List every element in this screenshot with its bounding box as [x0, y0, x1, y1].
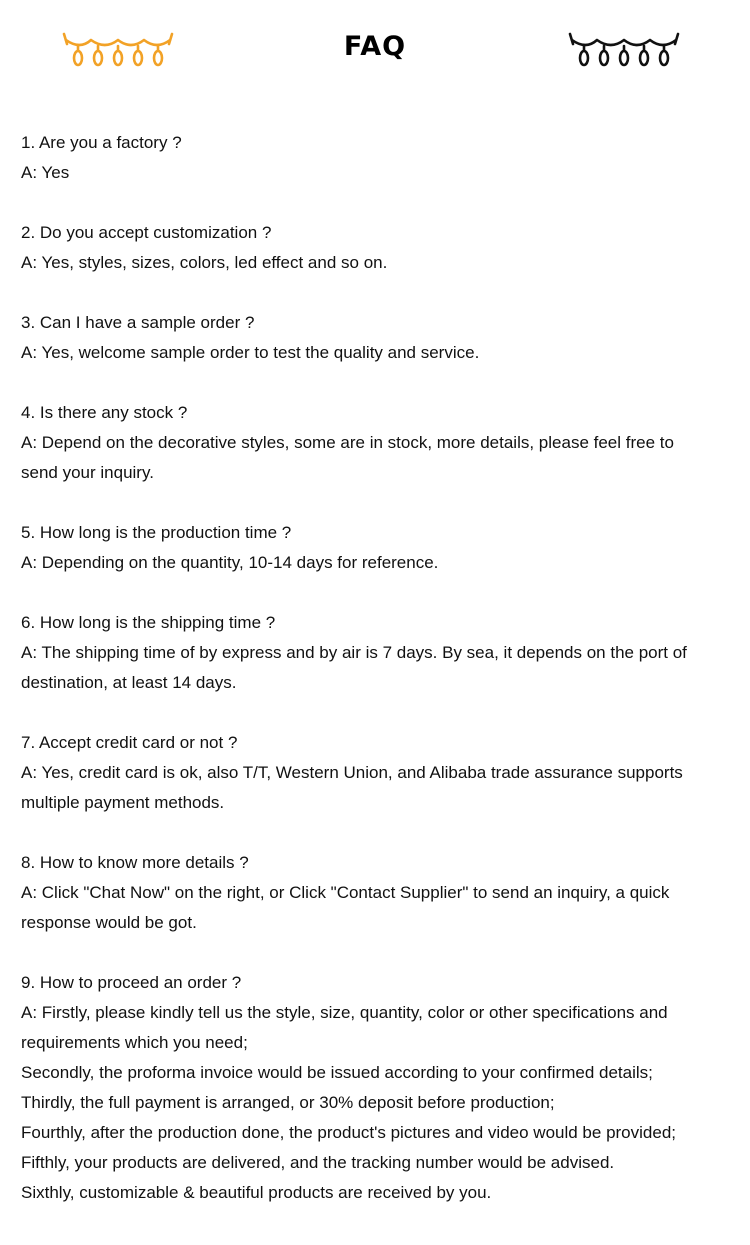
- faq-answer-line: requirements which you need;: [21, 1033, 248, 1052]
- faq-answer-line: multiple payment methods.: [21, 793, 225, 812]
- faq-answer-line: Fifthly, your products are delivered, and the tracking number would be advised.: [21, 1153, 615, 1172]
- faq-answer-line: destination, at least 14 days.: [21, 673, 237, 692]
- faq-answer-line: A: Depend on the decorative styles, some are in stock, more details, please feel free to: [21, 433, 674, 452]
- faq-item-3: [21, 308, 733, 368]
- faq-item-8: [21, 848, 733, 938]
- faq-answer-line: A: Yes: [21, 163, 70, 182]
- faq-question: 2. Do you accept customization ?: [21, 223, 272, 242]
- faq-question: 9. How to proceed an order ?: [21, 973, 242, 992]
- faq-answer-line: Fourthly, after the production done, the product's pictures and video would be provided;: [21, 1123, 676, 1142]
- string-lights-icon-right: [568, 28, 680, 70]
- faq-answer-line: Thirdly, the full payment is arranged, or 30% deposit before production;: [21, 1093, 555, 1112]
- faq-answer-line: A: Yes, credit card is ok, also T/T, Western Union, and Alibaba trade assurance supports: [21, 763, 683, 782]
- faq-item-6: [21, 608, 733, 698]
- faq-answer-line: A: Firstly, please kindly tell us the style, size, quantity, color or other specifications and: [21, 1003, 668, 1022]
- faq-item-2: [21, 218, 733, 278]
- header: [0, 0, 750, 100]
- faq-answer-line: A: Yes, welcome sample order to test the quality and service.: [21, 343, 480, 362]
- faq-question: 7. Accept credit card or not ?: [21, 733, 238, 752]
- faq-item-4: [21, 398, 733, 488]
- faq-list: [21, 128, 733, 1238]
- faq-answer-line: A: Yes, styles, sizes, colors, led effect and so on.: [21, 253, 388, 272]
- faq-item-9: [21, 968, 733, 1208]
- faq-question: 1. Are you a factory ?: [21, 133, 182, 152]
- faq-item-5: [21, 518, 733, 578]
- page-title: FAQ: [343, 31, 407, 62]
- faq-answer-line: send your inquiry.: [21, 463, 154, 482]
- faq-answer-line: A: Click "Chat Now" on the right, or Click "Contact Supplier" to send an inquiry, a quick: [21, 883, 670, 902]
- faq-item-1: [21, 128, 733, 188]
- faq-answer-line: A: Depending on the quantity, 10-14 days for reference.: [21, 553, 439, 572]
- faq-answer-line: Secondly, the proforma invoice would be issued according to your confirmed details;: [21, 1063, 653, 1082]
- faq-question: 6. How long is the shipping time ?: [21, 613, 276, 632]
- faq-question: 4. Is there any stock ?: [21, 403, 188, 422]
- faq-answer-line: Sixthly, customizable & beautiful products are received by you.: [21, 1183, 492, 1202]
- faq-answer-line: A: The shipping time of by express and by air is 7 days. By sea, it depends on the port of: [21, 643, 687, 662]
- faq-question: 5. How long is the production time ?: [21, 523, 292, 542]
- faq-answer-line: response would be got.: [21, 913, 197, 932]
- faq-item-7: [21, 728, 733, 818]
- faq-question: 3. Can I have a sample order ?: [21, 313, 255, 332]
- faq-question: 8. How to know more details ?: [21, 853, 249, 872]
